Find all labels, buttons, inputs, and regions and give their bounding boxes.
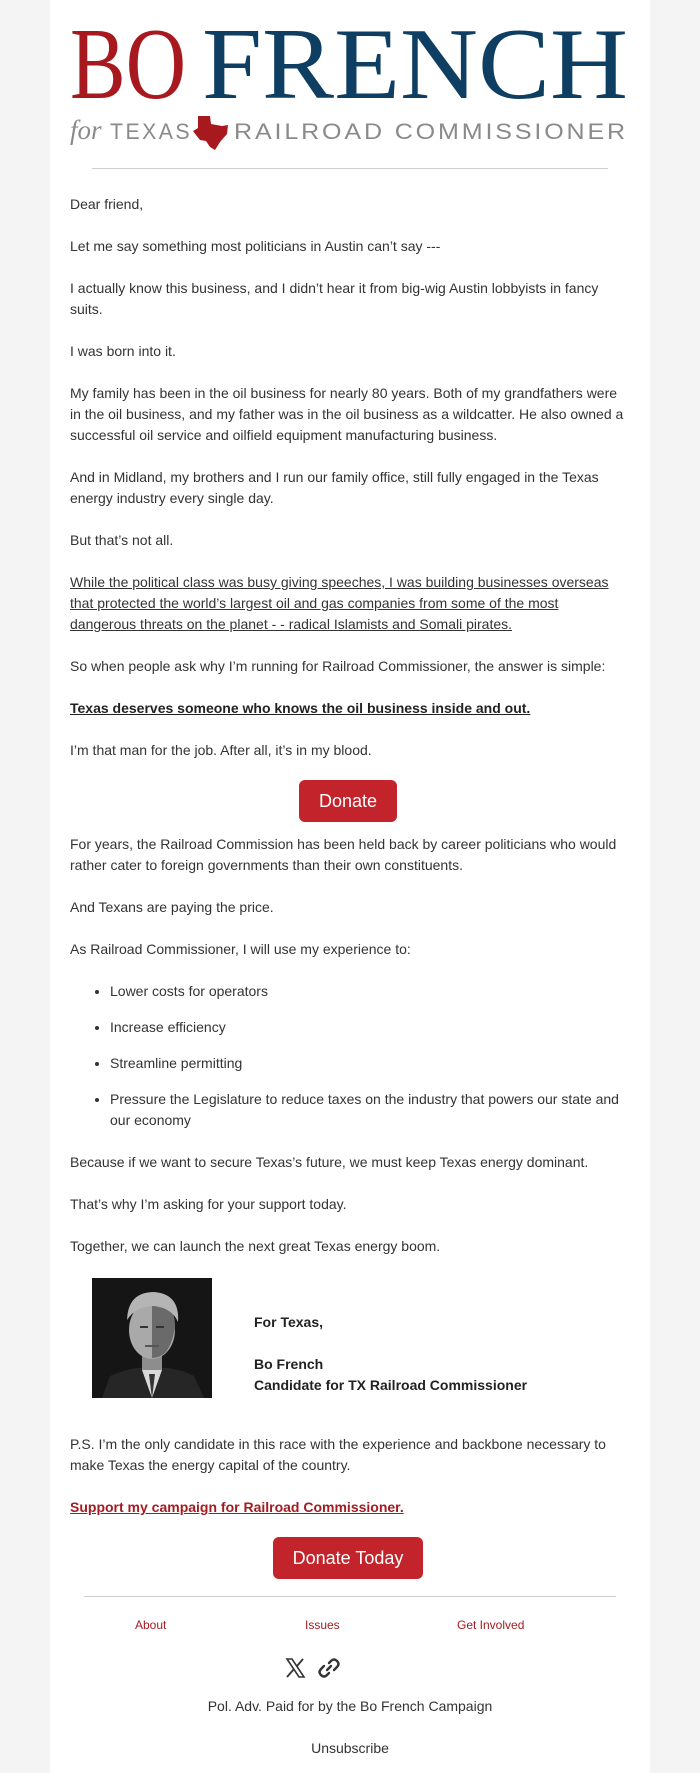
x-twitter-icon[interactable] xyxy=(281,1654,309,1682)
paragraph: I’m that man for the job. After all, it’s in my blood. xyxy=(70,742,372,758)
logo-french: FRENCH xyxy=(202,14,628,121)
signature-name: Bo French xyxy=(254,1356,324,1372)
paragraph: And in Midland, my brothers and I run our family office, still fully engaged in the Texas energy industry every single day. xyxy=(70,469,599,506)
list-item: • Lower costs for operators xyxy=(110,981,626,1002)
email-card xyxy=(50,0,650,1773)
signature-block xyxy=(70,1278,626,1434)
logo-bo: BO xyxy=(70,14,186,121)
paragraph: I actually know this business, and I didn’t hear it from big-wig Austin lobbyists in fancy suits. xyxy=(70,280,599,317)
logo-texas: TEXAS xyxy=(110,119,192,144)
signature-title: Candidate for TX Railroad Commissioner xyxy=(254,1377,528,1393)
experience-list xyxy=(70,981,626,1131)
bold-underlined-statement: Texas deserves someone who knows the oil business inside and out. xyxy=(70,700,531,716)
paragraph: For years, the Railroad Commission has been held back by career politicians who would rather cater to foreign governments than their own constituents. xyxy=(70,836,617,873)
paragraph: Let me say something most politicians in Austin can’t say --- xyxy=(70,238,441,254)
ps-paragraph: P.S. I’m the only candidate in this race with the experience and backbone necessary to make Texas the energy capital of the country. xyxy=(70,1436,606,1473)
paragraph: But that’s not all. xyxy=(70,532,174,548)
link-icon[interactable] xyxy=(315,1654,343,1682)
texas-star-state-icon xyxy=(193,116,228,150)
footer-divider xyxy=(84,1596,616,1597)
logo-for: for xyxy=(70,115,102,145)
signature-text xyxy=(254,1312,527,1396)
footer-link-issues[interactable]: Issues xyxy=(305,1618,340,1632)
letter-body xyxy=(70,194,626,1579)
donate-button[interactable]: Donate xyxy=(299,780,397,822)
paragraph: So when people ask why I’m running for Railroad Commissioner, the answer is simple: xyxy=(70,658,606,674)
signature-closing: For Texas, xyxy=(254,1314,323,1330)
candidate-portrait xyxy=(92,1278,212,1398)
paragraph: And Texans are paying the price. xyxy=(70,899,274,915)
paragraph: As Railroad Commissioner, I will use my experience to: xyxy=(70,941,411,957)
underlined-paragraph: While the political class was busy giving speeches, I was building businesses overseas that protected the world’s largest oil and gas companies from some of the most dangerous threats on the planet - - radical Islamists and Somali pirates. xyxy=(70,574,609,632)
header-divider xyxy=(92,168,608,169)
footer-link-get-involved[interactable]: Get Involved xyxy=(457,1618,525,1632)
list-item: • Increase efficiency xyxy=(110,1017,626,1038)
list-item: • Pressure the Legislature to reduce taxes on the industry that powers our state and our economy xyxy=(110,1089,626,1131)
footer-nav xyxy=(50,1618,650,1638)
donate-today-button[interactable]: Donate Today xyxy=(273,1537,424,1579)
logo-office: RAILROAD COMMISSIONER xyxy=(234,119,628,144)
campaign-logo xyxy=(70,14,630,154)
support-campaign-link[interactable]: Support my campaign for Railroad Commissioner. xyxy=(70,1499,404,1515)
paragraph: Because if we want to secure Texas’s future, we must keep Texas energy dominant. xyxy=(70,1154,589,1170)
paragraph: Together, we can launch the next great Texas energy boom. xyxy=(70,1238,441,1254)
paragraph: That’s why I’m asking for your support today. xyxy=(70,1196,347,1212)
list-item: • Streamline permitting xyxy=(110,1053,626,1074)
footer-link-about[interactable]: About xyxy=(135,1618,167,1632)
social-links xyxy=(50,1654,650,1684)
unsubscribe-link[interactable]: Unsubscribe xyxy=(311,1740,389,1756)
paragraph: My family has been in the oil business for nearly 80 years. Both of my grandfathers were in the oil business, and my father was in the oil business as a wildcatter. He also owned a successful oil service and oilfield equipment manufacturing business. xyxy=(70,385,624,443)
greeting: Dear friend, xyxy=(70,196,144,212)
paragraph: I was born into it. xyxy=(70,343,176,359)
paid-for-disclaimer: Pol. Adv. Paid for by the Bo French Campaign xyxy=(207,1698,493,1714)
